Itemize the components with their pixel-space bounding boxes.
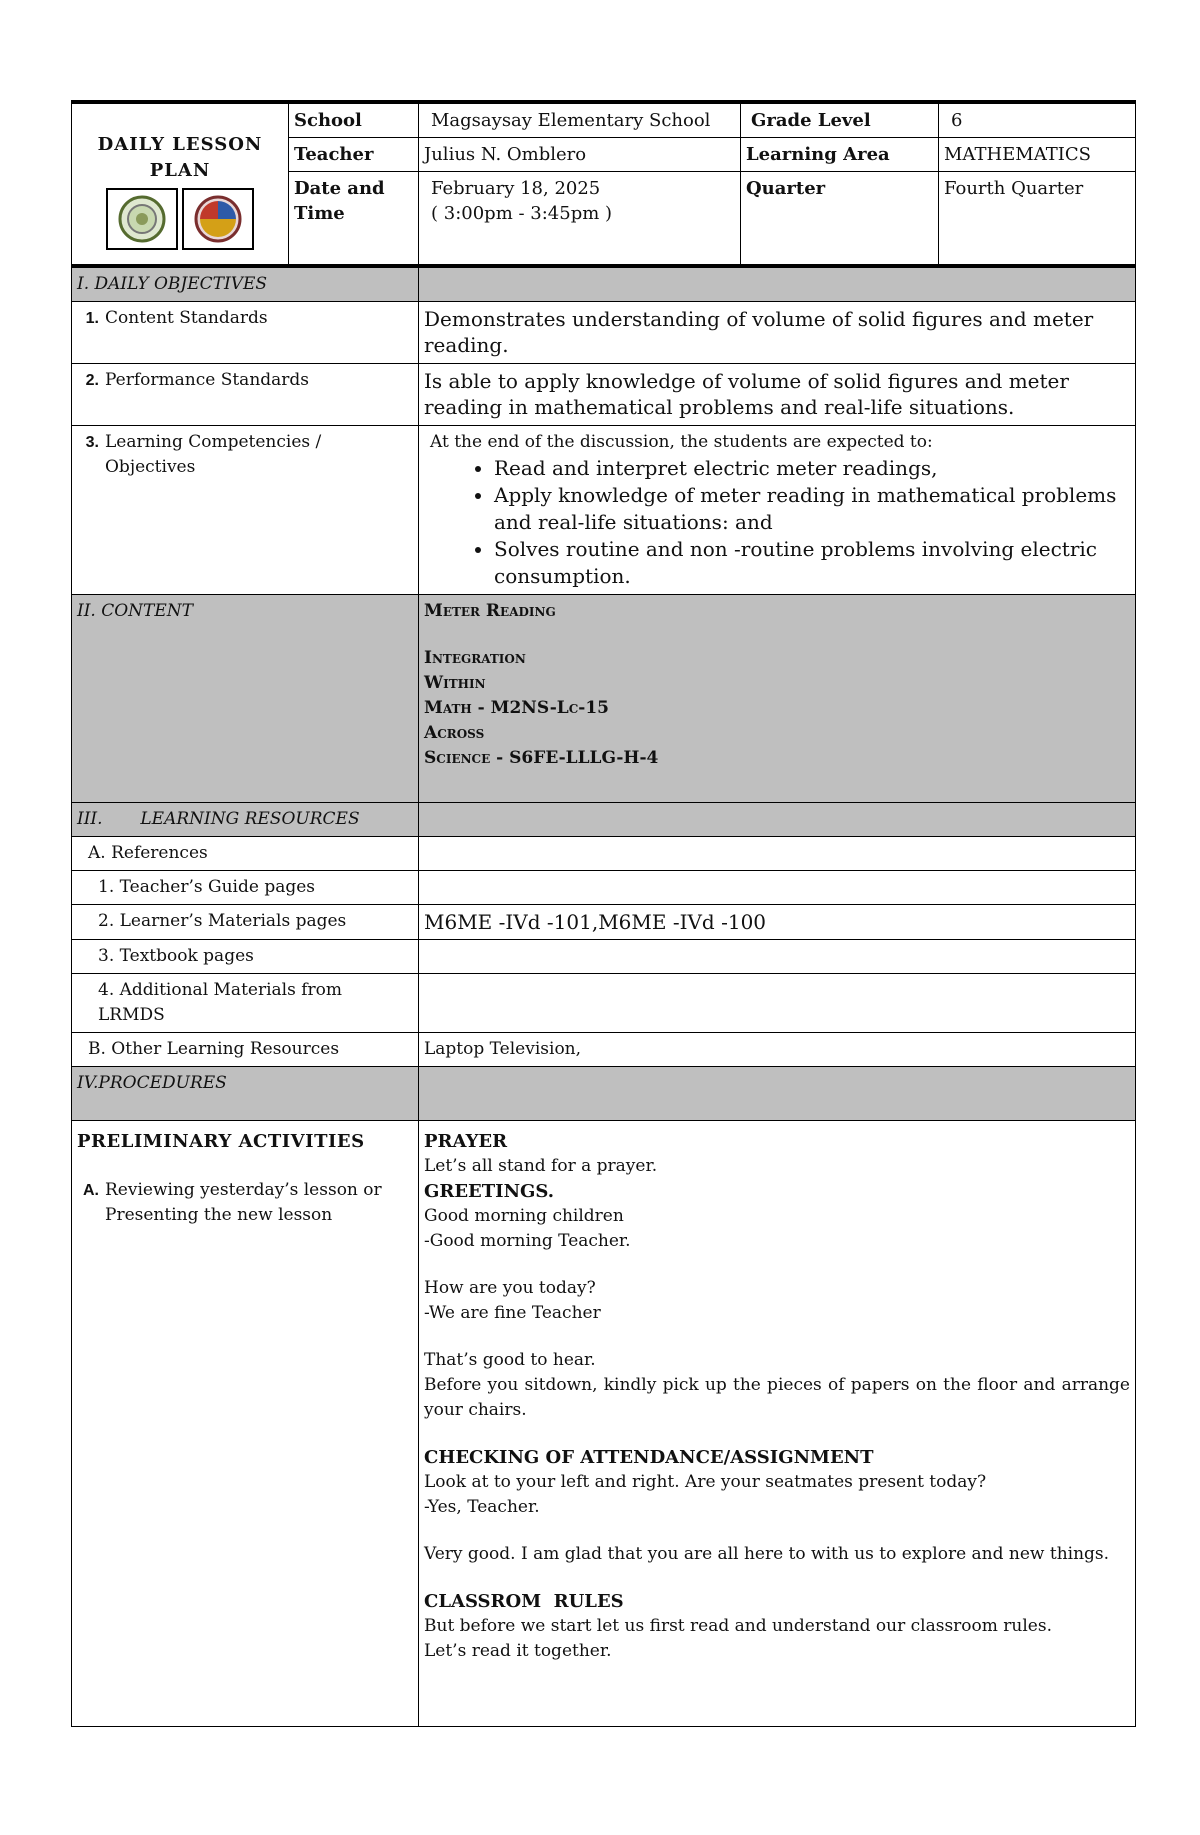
additional-label: 4. Additional Materials from LRMDS: [72, 973, 419, 1032]
procedures-heading-blank: [419, 1066, 1136, 1120]
content-within: Within: [424, 672, 486, 693]
grade-value: 6: [939, 102, 1136, 138]
prayer-text: Let’s all stand for a prayer.: [424, 1155, 658, 1176]
other-resources-value: Laptop Television,: [419, 1032, 1136, 1066]
greeting-line: -We are fine Teacher: [424, 1302, 601, 1323]
dlp-title: DAILY LESSON PLAN: [97, 134, 263, 181]
learner-materials-row: [72, 904, 1136, 939]
logos: [77, 188, 283, 250]
textbook-label: 3. Textbook pages: [72, 939, 419, 973]
competencies-row: [72, 425, 1136, 594]
learner-materials-value: M6ME -IVd -101,M6ME -IVd -100: [419, 904, 1136, 939]
competency-label: Learning Competencies / Objectives: [105, 431, 322, 477]
content-topic: Meter Reading: [424, 600, 556, 621]
teacher-guide-value: [419, 870, 1136, 904]
greeting-line: That’s good to hear.: [424, 1349, 596, 1370]
lesson-plan-page: [71, 100, 1135, 1727]
content-across: Across: [424, 722, 485, 743]
content-heading: II. CONTENT: [72, 594, 419, 802]
header-row-school: [72, 102, 1136, 138]
performance-standards-row: [72, 363, 1136, 425]
competency-item: • Apply knowledge of meter reading in mathematical problems and real-life situations: and: [494, 482, 1130, 536]
competencies-cell: [72, 425, 419, 594]
dlp-title-cell: [72, 102, 289, 266]
resources-heading-blank: [419, 802, 1136, 836]
rules-line: Let’s read it together.: [424, 1640, 612, 1661]
other-resources-row: [72, 1032, 1136, 1066]
competency-intro: At the end of the discussion, the students are expected to:: [430, 431, 933, 452]
school-value: Magsaysay Elementary School: [419, 102, 741, 138]
content-num: 1.: [85, 309, 99, 327]
a-label: Reviewing yesterday’s lesson or Presenting the new lesson: [105, 1179, 382, 1225]
prelim-heading: PRELIMINARY ACTIVITIES: [77, 1130, 365, 1152]
attendance-line: Look at to your left and right. Are your seatmates present today?: [424, 1471, 987, 1492]
additional-value: [419, 973, 1136, 1032]
additional-row: [72, 973, 1136, 1032]
area-label: Learning Area: [741, 138, 939, 172]
performance-standards-value: Is able to apply knowledge of volume of solid figures and meter reading in mathematical problems and real-life situations.: [419, 363, 1136, 425]
preliminary-value: [419, 1120, 1136, 1726]
references-label: A. References: [72, 836, 419, 870]
objectives-heading-blank: [419, 266, 1136, 302]
objectives-heading: I. DAILY OBJECTIVES: [72, 266, 419, 302]
objectives-heading-row: [72, 266, 1136, 302]
a-num: A.: [83, 1181, 99, 1199]
teacher-guide-row: [72, 870, 1136, 904]
content-row: [72, 594, 1136, 802]
procedures-heading-row: [72, 1066, 1136, 1120]
content-value: [419, 594, 1136, 802]
prayer-heading: PRAYER: [424, 1130, 508, 1152]
textbook-row: [72, 939, 1136, 973]
attendance-line: -Yes, Teacher.: [424, 1496, 540, 1517]
competency-item: • Solves routine and non -routine problems involving electric consumption.: [494, 536, 1130, 590]
teacher-value: Julius N. Omblero: [419, 138, 741, 172]
content-science: Science - S6FE-LLLG-H-4: [424, 747, 659, 768]
greeting-line: How are you today?: [424, 1277, 596, 1298]
content-standards-cell: [72, 301, 419, 363]
competency-num: 3.: [85, 433, 99, 451]
performance-standards-cell: [72, 363, 419, 425]
content-standards-value: Demonstrates understanding of volume of solid figures and meter reading.: [419, 301, 1136, 363]
greeting-line: Before you sitdown, kindly pick up the pieces of papers on the floor and arrange your chairs.: [424, 1374, 1130, 1420]
content-math: Math - M2NS-Lc-15: [424, 697, 609, 718]
area-value: MATHEMATICS: [939, 138, 1136, 172]
content-integration: Integration: [424, 647, 526, 668]
performance-num: 2.: [85, 371, 99, 389]
quarter-label: Quarter: [741, 172, 939, 266]
greeting-line: Good morning children: [424, 1205, 624, 1226]
attendance-line: Very good. I am glad that you are all here to with us to explore and new things.: [424, 1543, 1110, 1564]
resources-heading: III. LEARNING RESOURCES: [72, 802, 419, 836]
time-value: ( 3:00pm - 3:45pm ): [431, 203, 613, 224]
content-standards-row: [72, 301, 1136, 363]
resources-heading-row: [72, 802, 1136, 836]
grade-label: Grade Level: [741, 102, 939, 138]
rules-line: But before we start let us first read and understand our classroom rules.: [424, 1615, 1052, 1636]
references-value: [419, 836, 1136, 870]
teacher-guide-label: 1. Teacher’s Guide pages: [72, 870, 419, 904]
teacher-label: Teacher: [289, 138, 419, 172]
competency-list: [424, 455, 1130, 590]
other-resources-label: B. Other Learning Resources: [72, 1032, 419, 1066]
content-label: Content Standards: [105, 307, 268, 328]
competencies-value: [419, 425, 1136, 594]
learner-materials-label: 2. Learner’s Materials pages: [72, 904, 419, 939]
school-seal-icon: [106, 188, 178, 250]
preliminary-cell: [72, 1120, 419, 1726]
rules-heading: CLASSROM RULES: [424, 1590, 624, 1612]
attendance-heading: CHECKING OF ATTENDANCE/ASSIGNMENT: [424, 1446, 874, 1468]
procedures-heading: IV.PROCEDURES: [72, 1066, 419, 1120]
datetime-value: [419, 172, 741, 266]
textbook-value: [419, 939, 1136, 973]
competency-item: • Read and interpret electric meter readings,: [494, 455, 1130, 482]
deped-seal-icon: [182, 188, 254, 250]
lesson-plan-table: [71, 100, 1136, 1727]
quarter-value: Fourth Quarter: [939, 172, 1136, 266]
date-value: February 18, 2025: [431, 178, 601, 199]
greetings-heading: GREETINGS.: [424, 1180, 555, 1202]
school-label: School: [289, 102, 419, 138]
references-row: [72, 836, 1136, 870]
preliminary-row: [72, 1120, 1136, 1726]
datetime-label: Date and Time: [289, 172, 419, 266]
greeting-line: -Good morning Teacher.: [424, 1230, 631, 1251]
performance-label: Performance Standards: [105, 369, 310, 390]
